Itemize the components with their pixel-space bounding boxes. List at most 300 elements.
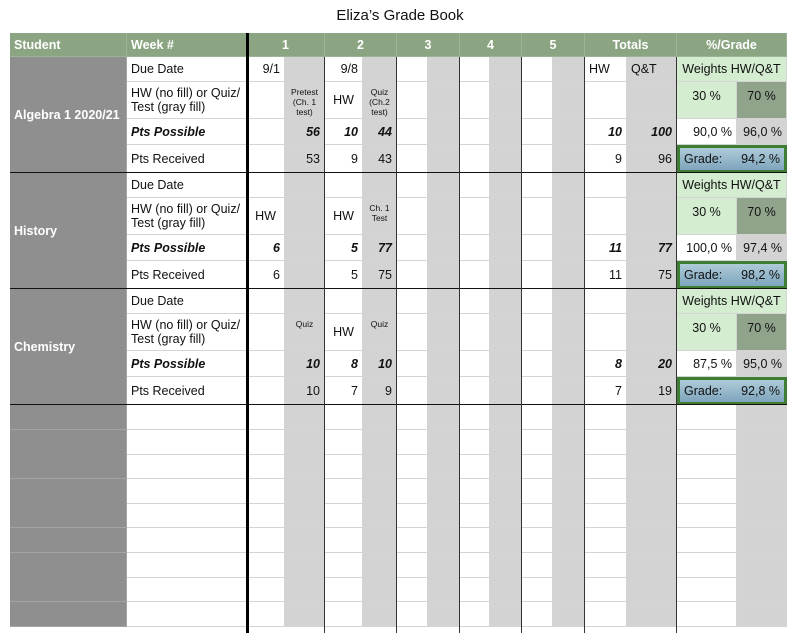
empty-cell[interactable] (397, 553, 428, 578)
type-cell[interactable]: HW (325, 314, 363, 351)
empty-cell[interactable] (553, 503, 585, 528)
empty-cell[interactable] (553, 430, 585, 455)
possible-cell[interactable]: 56 (285, 119, 325, 145)
empty-cell[interactable] (247, 553, 285, 578)
empty-cell[interactable] (397, 479, 428, 504)
empty-cell[interactable] (490, 553, 522, 578)
possible-cell[interactable]: 6 (247, 235, 285, 261)
empty-cell[interactable] (247, 602, 285, 627)
empty-cell[interactable] (627, 503, 677, 528)
possible-cell[interactable] (522, 351, 553, 377)
due-cell[interactable] (325, 289, 363, 314)
type-cell[interactable]: HW (325, 198, 363, 235)
received-cell[interactable]: 75 (627, 261, 677, 289)
empty-cell[interactable] (627, 479, 677, 504)
empty-cell[interactable] (397, 602, 428, 627)
empty-cell[interactable] (363, 503, 397, 528)
possible-cell[interactable] (460, 235, 490, 261)
empty-cell[interactable] (522, 454, 553, 479)
received-cell[interactable] (247, 377, 285, 405)
empty-cell[interactable] (737, 405, 787, 430)
empty-cell[interactable] (127, 405, 247, 430)
type-cell[interactable] (397, 314, 428, 351)
empty-cell[interactable] (325, 479, 363, 504)
empty-cell[interactable] (737, 602, 787, 627)
empty-cell[interactable] (627, 602, 677, 627)
empty-cell[interactable] (325, 528, 363, 553)
received-cell[interactable] (460, 145, 490, 173)
possible-cell[interactable] (247, 351, 285, 377)
empty-cell[interactable] (627, 405, 677, 430)
empty-cell[interactable] (325, 430, 363, 455)
type-cell[interactable] (585, 82, 627, 119)
type-cell[interactable] (247, 314, 285, 351)
possible-cell[interactable] (397, 119, 428, 145)
empty-cell[interactable] (325, 577, 363, 602)
empty-cell[interactable] (428, 528, 460, 553)
header-week-5[interactable]: 5 (522, 33, 585, 57)
empty-cell[interactable] (363, 528, 397, 553)
possible-cell[interactable] (522, 119, 553, 145)
empty-cell[interactable] (490, 503, 522, 528)
empty-cell[interactable] (397, 577, 428, 602)
subject-name[interactable]: History (10, 173, 127, 289)
possible-cell[interactable] (490, 351, 522, 377)
possible-cell[interactable]: 8 (325, 351, 363, 377)
due-cell[interactable] (553, 289, 585, 314)
empty-cell[interactable] (522, 503, 553, 528)
due-cell[interactable] (522, 57, 553, 82)
empty-cell[interactable] (585, 405, 627, 430)
empty-cell[interactable] (247, 405, 285, 430)
empty-cell[interactable] (285, 577, 325, 602)
empty-cell[interactable] (585, 553, 627, 578)
empty-cell[interactable] (585, 503, 627, 528)
due-cell[interactable] (247, 289, 285, 314)
empty-cell[interactable] (490, 405, 522, 430)
empty-cell[interactable] (285, 405, 325, 430)
empty-cell[interactable] (677, 454, 737, 479)
received-cell[interactable] (553, 261, 585, 289)
type-cell[interactable] (522, 198, 553, 235)
empty-cell[interactable] (522, 405, 553, 430)
type-cell[interactable] (522, 314, 553, 351)
due-cell[interactable]: 9/1 (247, 57, 285, 82)
empty-cell[interactable] (10, 454, 127, 479)
due-cell[interactable] (397, 289, 428, 314)
header-week-3[interactable]: 3 (397, 33, 460, 57)
empty-cell[interactable] (522, 602, 553, 627)
possible-cell[interactable] (553, 119, 585, 145)
received-cell[interactable] (490, 145, 522, 173)
possible-cell[interactable] (553, 351, 585, 377)
empty-cell[interactable] (428, 577, 460, 602)
empty-cell[interactable] (677, 577, 737, 602)
due-cell[interactable] (363, 289, 397, 314)
type-cell[interactable]: Quiz (Ch.2 test) (363, 82, 397, 119)
due-cell[interactable] (285, 57, 325, 82)
due-cell[interactable] (522, 289, 553, 314)
type-cell[interactable] (522, 82, 553, 119)
empty-cell[interactable] (10, 405, 127, 430)
due-cell[interactable] (627, 289, 677, 314)
weight-qt[interactable]: 70 % (737, 198, 787, 235)
due-cell[interactable] (553, 173, 585, 198)
empty-cell[interactable] (677, 430, 737, 455)
received-cell[interactable] (428, 377, 460, 405)
received-cell[interactable] (428, 261, 460, 289)
received-cell[interactable]: 10 (285, 377, 325, 405)
type-cell[interactable] (627, 82, 677, 119)
due-cell[interactable] (325, 173, 363, 198)
empty-cell[interactable] (127, 503, 247, 528)
empty-cell[interactable] (10, 553, 127, 578)
empty-cell[interactable] (737, 577, 787, 602)
empty-cell[interactable] (285, 503, 325, 528)
empty-cell[interactable] (490, 528, 522, 553)
type-cell[interactable] (553, 198, 585, 235)
received-cell[interactable]: 5 (325, 261, 363, 289)
received-cell[interactable]: 9 (325, 145, 363, 173)
empty-cell[interactable] (585, 528, 627, 553)
empty-cell[interactable] (127, 430, 247, 455)
empty-cell[interactable] (363, 553, 397, 578)
possible-cell[interactable] (397, 351, 428, 377)
due-cell[interactable] (627, 173, 677, 198)
type-cell[interactable] (460, 82, 490, 119)
received-cell[interactable]: 7 (585, 377, 627, 405)
empty-cell[interactable] (247, 577, 285, 602)
empty-cell[interactable] (10, 577, 127, 602)
empty-cell[interactable] (460, 577, 490, 602)
type-cell[interactable] (490, 314, 522, 351)
empty-cell[interactable] (428, 454, 460, 479)
received-cell[interactable]: 11 (585, 261, 627, 289)
type-cell[interactable] (460, 198, 490, 235)
due-cell[interactable] (585, 173, 627, 198)
empty-cell[interactable] (585, 454, 627, 479)
weight-hw[interactable]: 30 % (677, 82, 737, 119)
empty-cell[interactable] (428, 405, 460, 430)
possible-cell[interactable]: 5 (325, 235, 363, 261)
possible-cell[interactable] (428, 119, 460, 145)
possible-cell[interactable] (285, 235, 325, 261)
empty-cell[interactable] (363, 430, 397, 455)
empty-cell[interactable] (363, 405, 397, 430)
empty-cell[interactable] (460, 405, 490, 430)
empty-cell[interactable] (490, 454, 522, 479)
empty-cell[interactable] (677, 602, 737, 627)
empty-cell[interactable] (363, 454, 397, 479)
type-cell[interactable] (460, 314, 490, 351)
empty-cell[interactable] (737, 553, 787, 578)
empty-cell[interactable] (127, 479, 247, 504)
empty-cell[interactable] (10, 528, 127, 553)
empty-cell[interactable] (585, 602, 627, 627)
empty-cell[interactable] (428, 503, 460, 528)
empty-cell[interactable] (490, 479, 522, 504)
subject-name[interactable]: Chemistry (10, 289, 127, 405)
possible-cell[interactable] (490, 235, 522, 261)
due-cell[interactable] (490, 173, 522, 198)
possible-cell[interactable]: 10 (585, 119, 627, 145)
empty-cell[interactable] (10, 479, 127, 504)
empty-cell[interactable] (247, 430, 285, 455)
empty-cell[interactable] (127, 454, 247, 479)
empty-cell[interactable] (460, 454, 490, 479)
empty-cell[interactable] (285, 602, 325, 627)
empty-cell[interactable] (553, 405, 585, 430)
received-cell[interactable] (397, 377, 428, 405)
received-cell[interactable]: 96 (627, 145, 677, 173)
possible-cell[interactable] (522, 235, 553, 261)
empty-cell[interactable] (397, 405, 428, 430)
due-cell[interactable] (397, 57, 428, 82)
type-cell[interactable]: Quiz (285, 314, 325, 351)
header-student[interactable]: Student (10, 33, 127, 57)
type-cell[interactable] (428, 82, 460, 119)
empty-cell[interactable] (363, 602, 397, 627)
received-cell[interactable] (522, 261, 553, 289)
header-week-1[interactable]: 1 (247, 33, 325, 57)
received-cell[interactable]: 53 (285, 145, 325, 173)
empty-cell[interactable] (397, 503, 428, 528)
type-cell[interactable] (553, 314, 585, 351)
type-cell[interactable] (627, 314, 677, 351)
empty-cell[interactable] (627, 553, 677, 578)
due-cell[interactable] (460, 289, 490, 314)
possible-cell[interactable] (553, 235, 585, 261)
empty-cell[interactable] (522, 553, 553, 578)
due-cell[interactable] (247, 173, 285, 198)
possible-cell[interactable] (428, 235, 460, 261)
received-cell[interactable] (522, 377, 553, 405)
due-cell[interactable] (553, 57, 585, 82)
header-week-4[interactable]: 4 (460, 33, 522, 57)
weight-hw[interactable]: 30 % (677, 314, 737, 351)
received-cell[interactable]: 9 (363, 377, 397, 405)
due-cell[interactable] (285, 173, 325, 198)
empty-cell[interactable] (522, 528, 553, 553)
received-cell[interactable]: 75 (363, 261, 397, 289)
empty-cell[interactable] (285, 430, 325, 455)
type-cell[interactable] (585, 198, 627, 235)
empty-cell[interactable] (285, 553, 325, 578)
received-cell[interactable] (553, 377, 585, 405)
empty-cell[interactable] (627, 528, 677, 553)
received-cell[interactable] (460, 261, 490, 289)
type-cell[interactable]: Quiz (363, 314, 397, 351)
header-week-2[interactable]: 2 (325, 33, 397, 57)
weight-qt[interactable]: 70 % (737, 314, 787, 351)
empty-cell[interactable] (363, 577, 397, 602)
type-cell[interactable] (490, 198, 522, 235)
type-cell[interactable] (585, 314, 627, 351)
possible-cell[interactable] (460, 119, 490, 145)
empty-cell[interactable] (737, 503, 787, 528)
empty-cell[interactable] (285, 528, 325, 553)
type-cell[interactable]: HW (247, 198, 285, 235)
empty-cell[interactable] (460, 430, 490, 455)
received-cell[interactable] (490, 377, 522, 405)
empty-cell[interactable] (490, 577, 522, 602)
due-cell[interactable]: HW (585, 57, 627, 82)
possible-cell[interactable] (397, 235, 428, 261)
empty-cell[interactable] (460, 553, 490, 578)
due-cell[interactable] (363, 57, 397, 82)
empty-cell[interactable] (490, 602, 522, 627)
empty-cell[interactable] (285, 479, 325, 504)
received-cell[interactable] (522, 145, 553, 173)
possible-cell[interactable]: 11 (585, 235, 627, 261)
due-cell[interactable] (363, 173, 397, 198)
due-cell[interactable]: 9/8 (325, 57, 363, 82)
type-cell[interactable] (285, 198, 325, 235)
empty-cell[interactable] (397, 454, 428, 479)
empty-cell[interactable] (127, 577, 247, 602)
possible-cell[interactable]: 44 (363, 119, 397, 145)
empty-cell[interactable] (325, 454, 363, 479)
received-cell[interactable] (490, 261, 522, 289)
empty-cell[interactable] (677, 553, 737, 578)
weight-hw[interactable]: 30 % (677, 198, 737, 235)
possible-cell[interactable] (490, 119, 522, 145)
weight-qt[interactable]: 70 % (737, 82, 787, 119)
empty-cell[interactable] (585, 577, 627, 602)
due-cell[interactable] (460, 57, 490, 82)
empty-cell[interactable] (285, 454, 325, 479)
empty-cell[interactable] (428, 479, 460, 504)
possible-cell[interactable] (460, 351, 490, 377)
empty-cell[interactable] (428, 430, 460, 455)
empty-cell[interactable] (397, 528, 428, 553)
empty-cell[interactable] (460, 602, 490, 627)
empty-cell[interactable] (127, 602, 247, 627)
received-cell[interactable] (247, 145, 285, 173)
possible-cell[interactable]: 77 (627, 235, 677, 261)
possible-cell[interactable]: 10 (363, 351, 397, 377)
type-cell[interactable]: HW (325, 82, 363, 119)
possible-cell[interactable]: 100 (627, 119, 677, 145)
empty-cell[interactable] (127, 528, 247, 553)
empty-cell[interactable] (553, 479, 585, 504)
empty-cell[interactable] (10, 602, 127, 627)
empty-cell[interactable] (677, 528, 737, 553)
type-cell[interactable]: Ch. 1 Test (363, 198, 397, 235)
type-cell[interactable] (490, 82, 522, 119)
received-cell[interactable]: 9 (585, 145, 627, 173)
empty-cell[interactable] (737, 430, 787, 455)
header-totals[interactable]: Totals (585, 33, 677, 57)
empty-cell[interactable] (460, 503, 490, 528)
due-cell[interactable] (460, 173, 490, 198)
received-cell[interactable] (553, 145, 585, 173)
empty-cell[interactable] (627, 454, 677, 479)
header-week[interactable]: Week # (127, 33, 247, 57)
received-cell[interactable] (428, 145, 460, 173)
empty-cell[interactable] (247, 479, 285, 504)
empty-cell[interactable] (627, 577, 677, 602)
type-cell[interactable] (428, 198, 460, 235)
received-cell[interactable] (460, 377, 490, 405)
received-cell[interactable] (285, 261, 325, 289)
empty-cell[interactable] (247, 454, 285, 479)
empty-cell[interactable] (10, 503, 127, 528)
type-cell[interactable]: Pretest (Ch. 1 test) (285, 82, 325, 119)
empty-cell[interactable] (247, 503, 285, 528)
empty-cell[interactable] (522, 430, 553, 455)
empty-cell[interactable] (247, 528, 285, 553)
empty-cell[interactable] (127, 553, 247, 578)
empty-cell[interactable] (677, 479, 737, 504)
received-cell[interactable] (397, 145, 428, 173)
empty-cell[interactable] (490, 430, 522, 455)
empty-cell[interactable] (627, 430, 677, 455)
due-cell[interactable] (490, 57, 522, 82)
empty-cell[interactable] (553, 577, 585, 602)
empty-cell[interactable] (397, 430, 428, 455)
type-cell[interactable] (397, 198, 428, 235)
empty-cell[interactable] (325, 405, 363, 430)
received-cell[interactable]: 7 (325, 377, 363, 405)
empty-cell[interactable] (585, 430, 627, 455)
empty-cell[interactable] (553, 454, 585, 479)
due-cell[interactable] (585, 289, 627, 314)
header-grade[interactable]: %/Grade (677, 33, 787, 57)
received-cell[interactable] (397, 261, 428, 289)
empty-cell[interactable] (553, 528, 585, 553)
empty-cell[interactable] (460, 479, 490, 504)
empty-cell[interactable] (553, 553, 585, 578)
empty-cell[interactable] (553, 602, 585, 627)
possible-cell[interactable] (428, 351, 460, 377)
type-cell[interactable] (553, 82, 585, 119)
empty-cell[interactable] (522, 577, 553, 602)
due-cell[interactable] (397, 173, 428, 198)
received-cell[interactable]: 43 (363, 145, 397, 173)
empty-cell[interactable] (677, 405, 737, 430)
possible-cell[interactable]: 8 (585, 351, 627, 377)
subject-name[interactable]: Algebra 1 2020/21 (10, 57, 127, 173)
possible-cell[interactable]: 20 (627, 351, 677, 377)
empty-cell[interactable] (522, 479, 553, 504)
type-cell[interactable] (627, 198, 677, 235)
due-cell[interactable] (428, 289, 460, 314)
empty-cell[interactable] (677, 503, 737, 528)
empty-cell[interactable] (325, 602, 363, 627)
empty-cell[interactable] (428, 602, 460, 627)
received-cell[interactable]: 6 (247, 261, 285, 289)
empty-cell[interactable] (585, 479, 627, 504)
empty-cell[interactable] (428, 553, 460, 578)
due-cell[interactable]: Q&T (627, 57, 677, 82)
empty-cell[interactable] (325, 553, 363, 578)
type-cell[interactable] (247, 82, 285, 119)
type-cell[interactable] (397, 82, 428, 119)
empty-cell[interactable] (460, 528, 490, 553)
possible-cell[interactable] (247, 119, 285, 145)
empty-cell[interactable] (737, 528, 787, 553)
possible-cell[interactable]: 77 (363, 235, 397, 261)
empty-cell[interactable] (10, 430, 127, 455)
empty-cell[interactable] (363, 479, 397, 504)
due-cell[interactable] (428, 57, 460, 82)
due-cell[interactable] (490, 289, 522, 314)
empty-cell[interactable] (737, 479, 787, 504)
type-cell[interactable] (428, 314, 460, 351)
possible-cell[interactable]: 10 (325, 119, 363, 145)
possible-cell[interactable]: 10 (285, 351, 325, 377)
